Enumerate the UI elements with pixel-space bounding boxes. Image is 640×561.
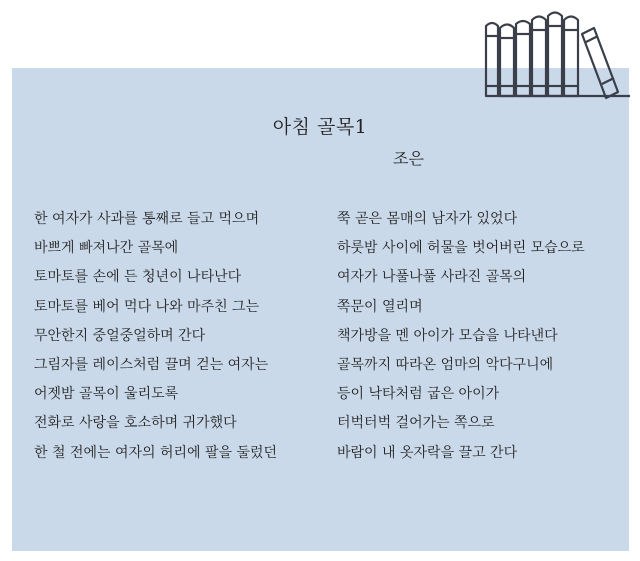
poem-author: 조은 bbox=[393, 149, 424, 168]
poem-line: 어젯밤 골목이 울리도록 bbox=[34, 386, 179, 403]
poem-line: 한 철 전에는 여자의 허리에 팔을 둘렀던 bbox=[34, 444, 278, 461]
poem-line: 바쁘게 빠져나간 골목에 bbox=[34, 240, 179, 257]
poem-line: 쪽문이 열리며 bbox=[337, 298, 423, 315]
poem-line: 토마토를 베어 먹다 나와 마주친 그는 bbox=[34, 298, 260, 315]
books-icon bbox=[472, 8, 632, 100]
poem-left-column bbox=[34, 205, 277, 468]
poem-line: 터벅터벅 걸어가는 쪽으로 bbox=[337, 415, 495, 432]
poem-line: 책가방을 멘 아이가 모습을 나타낸다 bbox=[337, 327, 558, 344]
poem-line: 전화로 사랑을 호소하며 귀가했다 bbox=[34, 415, 237, 432]
poem-line: 바람이 내 옷자락을 끌고 간다 bbox=[337, 444, 518, 461]
poem-line: 한 여자가 사과를 통째로 들고 먹으며 bbox=[34, 211, 260, 227]
poem-line: 쭉 곧은 몸매의 남자가 있었다 bbox=[337, 211, 518, 227]
poem-line: 등이 낙타처럼 굽은 아이가 bbox=[337, 386, 500, 403]
poem-line: 무안한지 중얼중얼하며 간다 bbox=[34, 327, 206, 344]
poem-line: 하룻밤 사이에 허물을 벗어버린 모습으로 bbox=[337, 240, 585, 257]
poem-right-column bbox=[337, 205, 585, 468]
poem-line: 골목까지 따라온 엄마의 악다구니에 bbox=[337, 357, 554, 374]
poem-line: 토마토를 손에 든 청년이 나타난다 bbox=[34, 269, 242, 286]
poem-title: 아침 골목1 bbox=[272, 116, 368, 138]
poem-line: 그림자를 레이스처럼 끌며 걷는 여자는 bbox=[34, 357, 269, 374]
poem-line: 여자가 나풀나풀 사라진 골목의 bbox=[337, 269, 527, 286]
